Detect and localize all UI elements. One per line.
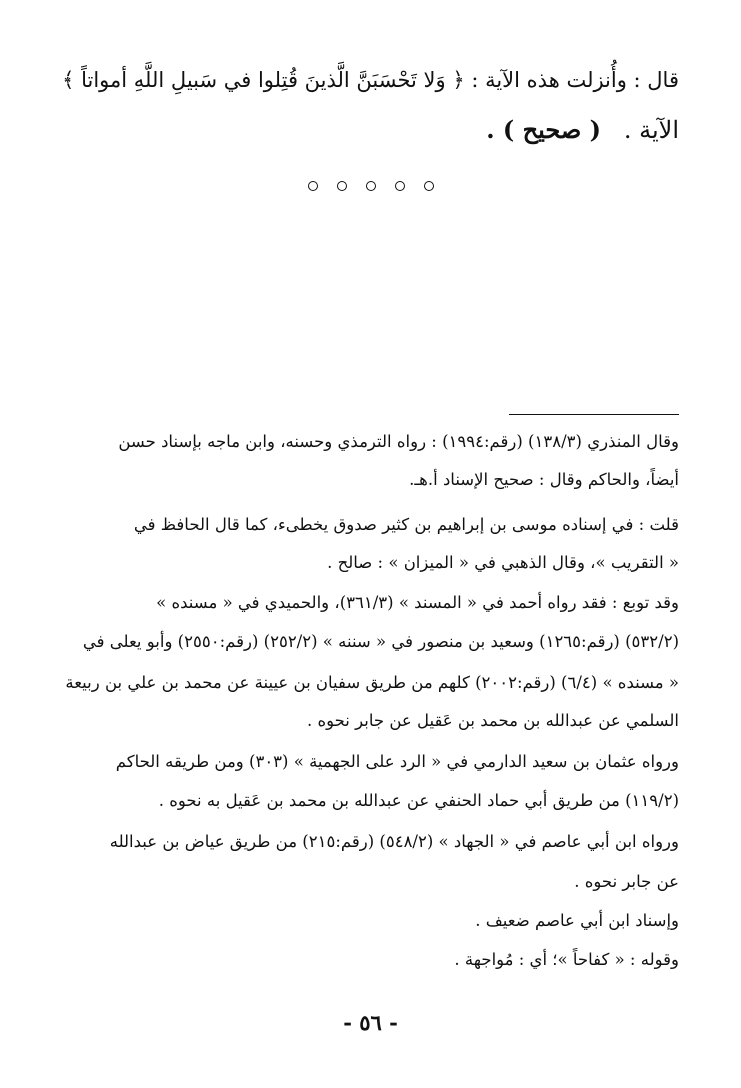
divider-circle-icon	[395, 181, 405, 191]
page-number: - ٥٦ -	[343, 1010, 398, 1035]
footnote-line: « مسنده » (٦/٤) (رقم:٢٠٠٢) كلهم من طريق سفيان بن عيينة عن محمد بن علي بن ربيعة	[65, 673, 679, 692]
footnote-line: عن جابر نحوه .	[574, 872, 679, 891]
section-divider	[0, 176, 741, 195]
footnote-line: وقد توبع : فقد رواه أحمد في « المسند » (٣٦١/٣)، والحميدي في « مسنده »	[156, 593, 679, 612]
footnote-line: السلمي عن عبدالله بن محمد بن عَقيل عن جابر نحوه .	[307, 711, 679, 730]
divider-circle-icon	[308, 181, 318, 191]
footnote-line: قلت : في إسناده موسى بن إبراهيم بن كثير صدوق يخطىء، كما قال الحافظ في	[133, 515, 679, 534]
footnote-line: ورواه ابن أبي عاصم في « الجهاد » (٥٤٨/٢) (رقم:٢١٥) من طريق عياض بن عبدالله	[109, 832, 679, 851]
footnote-line: وقوله : « كفاحاً »؛ أي : مُواجهة .	[454, 950, 679, 969]
divider-circle-icon	[424, 181, 434, 191]
main-text-ayah-word: الآية .	[623, 116, 679, 144]
main-text-line-2	[59, 110, 679, 150]
footnote-line: ورواه عثمان بن سعيد الدارمي في « الرد على الجهمية » (٣٠٣) ومن طريقه الحاكم	[115, 752, 679, 771]
footnote-line: أيضاً، والحاكم وقال : صحيح الإسناد أ.هـ.	[409, 470, 679, 489]
divider-circle-icon	[337, 181, 347, 191]
hadith-grade: ( صحيح ) .	[486, 115, 601, 144]
divider-circle-icon	[366, 181, 376, 191]
footnote-separator	[509, 414, 679, 415]
footnote-line: وإسناد ابن أبي عاصم ضعيف .	[475, 911, 679, 930]
footnote-line: « التقريب »، وقال الذهبي في « الميزان » : صالح .	[327, 553, 679, 572]
main-text-line-1: قال : وأُنزلت هذه الآية : ﴿ وَلا تَحْسَبَنَّ الَّذينَ قُتِلوا في سَبيلِ اللَّهِ أمواتاً ﴾	[62, 68, 679, 92]
footnote-line: وقال المنذري (١٣٨/٣) (رقم:١٩٩٤) : رواه الترمذي وحسنه، وابن ماجه بإسناد حسن	[118, 432, 679, 451]
footnote-line: (٥٣٢/٢) (رقم:١٢٦٥) وسعيد بن منصور في « سننه » (٢٥٢/٢) (رقم:٢٥٥٠) وأبو يعلى في	[82, 632, 679, 651]
footnote-line: (١١٩/٢) من طريق أبي حماد الحنفي عن عبدالله بن محمد بن عَقيل به نحوه .	[158, 791, 679, 810]
